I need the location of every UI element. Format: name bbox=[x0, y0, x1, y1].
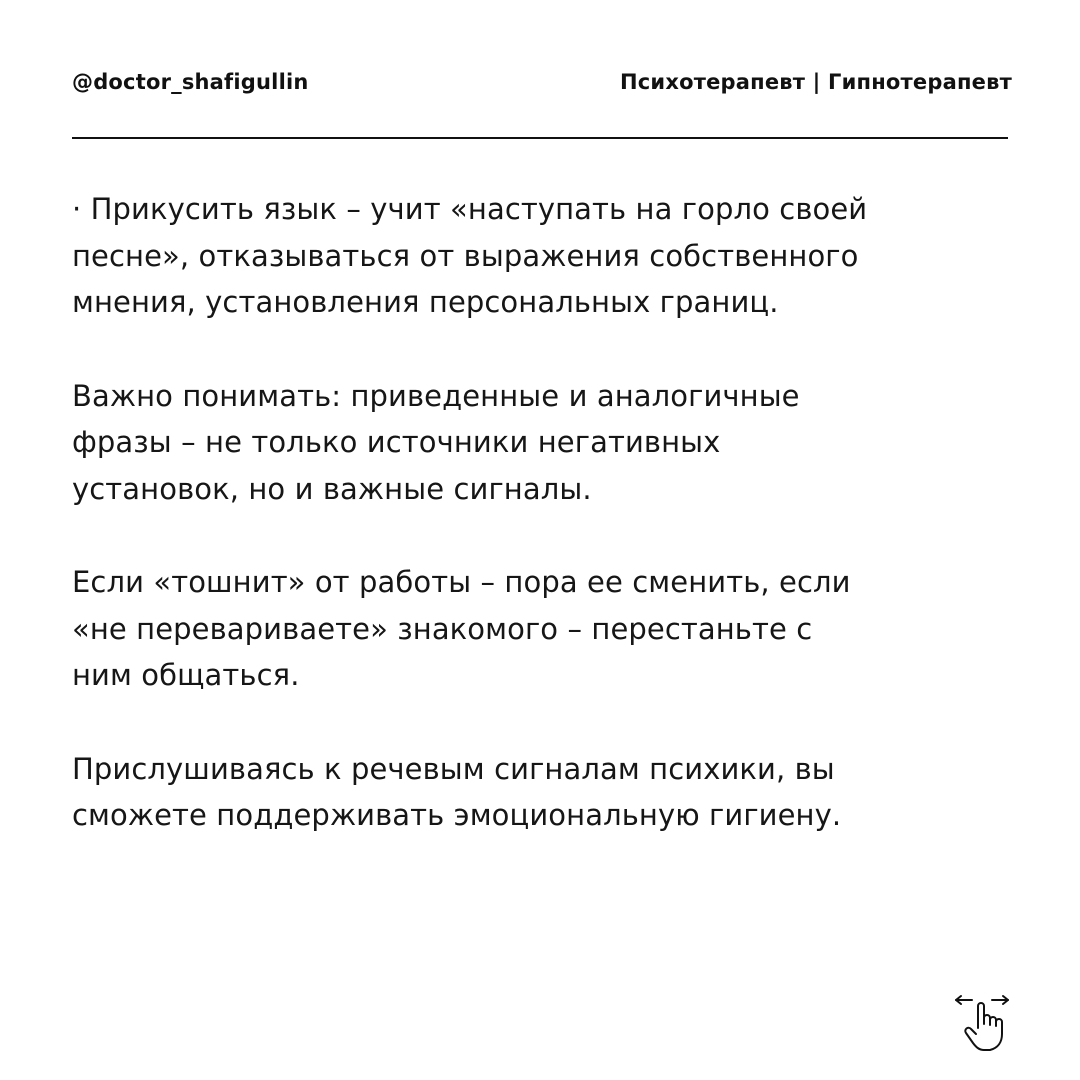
text-line: Прислушиваясь к речевым сигналам психики, вы bbox=[72, 751, 835, 786]
text-line: · Прикусить язык – учит «наступать на горло своей bbox=[72, 192, 868, 226]
paragraph-important bbox=[72, 373, 1012, 513]
author-handle[interactable]: @doctor_shafigullin bbox=[72, 70, 309, 94]
author-profession: Психотерапевт | Гипнотерапевт bbox=[619, 70, 1012, 94]
text-line: Важно понимать: приведенные и аналогичные bbox=[72, 378, 800, 413]
text-line: песне», отказываться от выражения собственного bbox=[72, 238, 859, 273]
text-line: «не перевариваете» знакомого – перестаньте с bbox=[72, 611, 813, 646]
paragraph-bite-tongue bbox=[72, 186, 1012, 326]
text-line: ним общаться. bbox=[72, 658, 300, 692]
header-divider bbox=[72, 137, 1008, 139]
text-line: фразы – не только источники негативных bbox=[72, 425, 721, 459]
paragraph-signals bbox=[72, 559, 1012, 699]
header bbox=[72, 64, 1012, 100]
post-body bbox=[72, 186, 1012, 886]
text-line: установок, но и важные сигналы. bbox=[72, 471, 592, 506]
text-line: мнения, установления персональных границ. bbox=[72, 285, 779, 319]
paragraph-hygiene bbox=[72, 746, 1012, 839]
swipe-hand-icon[interactable] bbox=[952, 994, 1014, 1056]
text-line: Если «тошнит» от работы – пора ее сменить, если bbox=[72, 565, 851, 599]
text-line: сможете поддерживать эмоциональную гигиену. bbox=[72, 798, 842, 832]
